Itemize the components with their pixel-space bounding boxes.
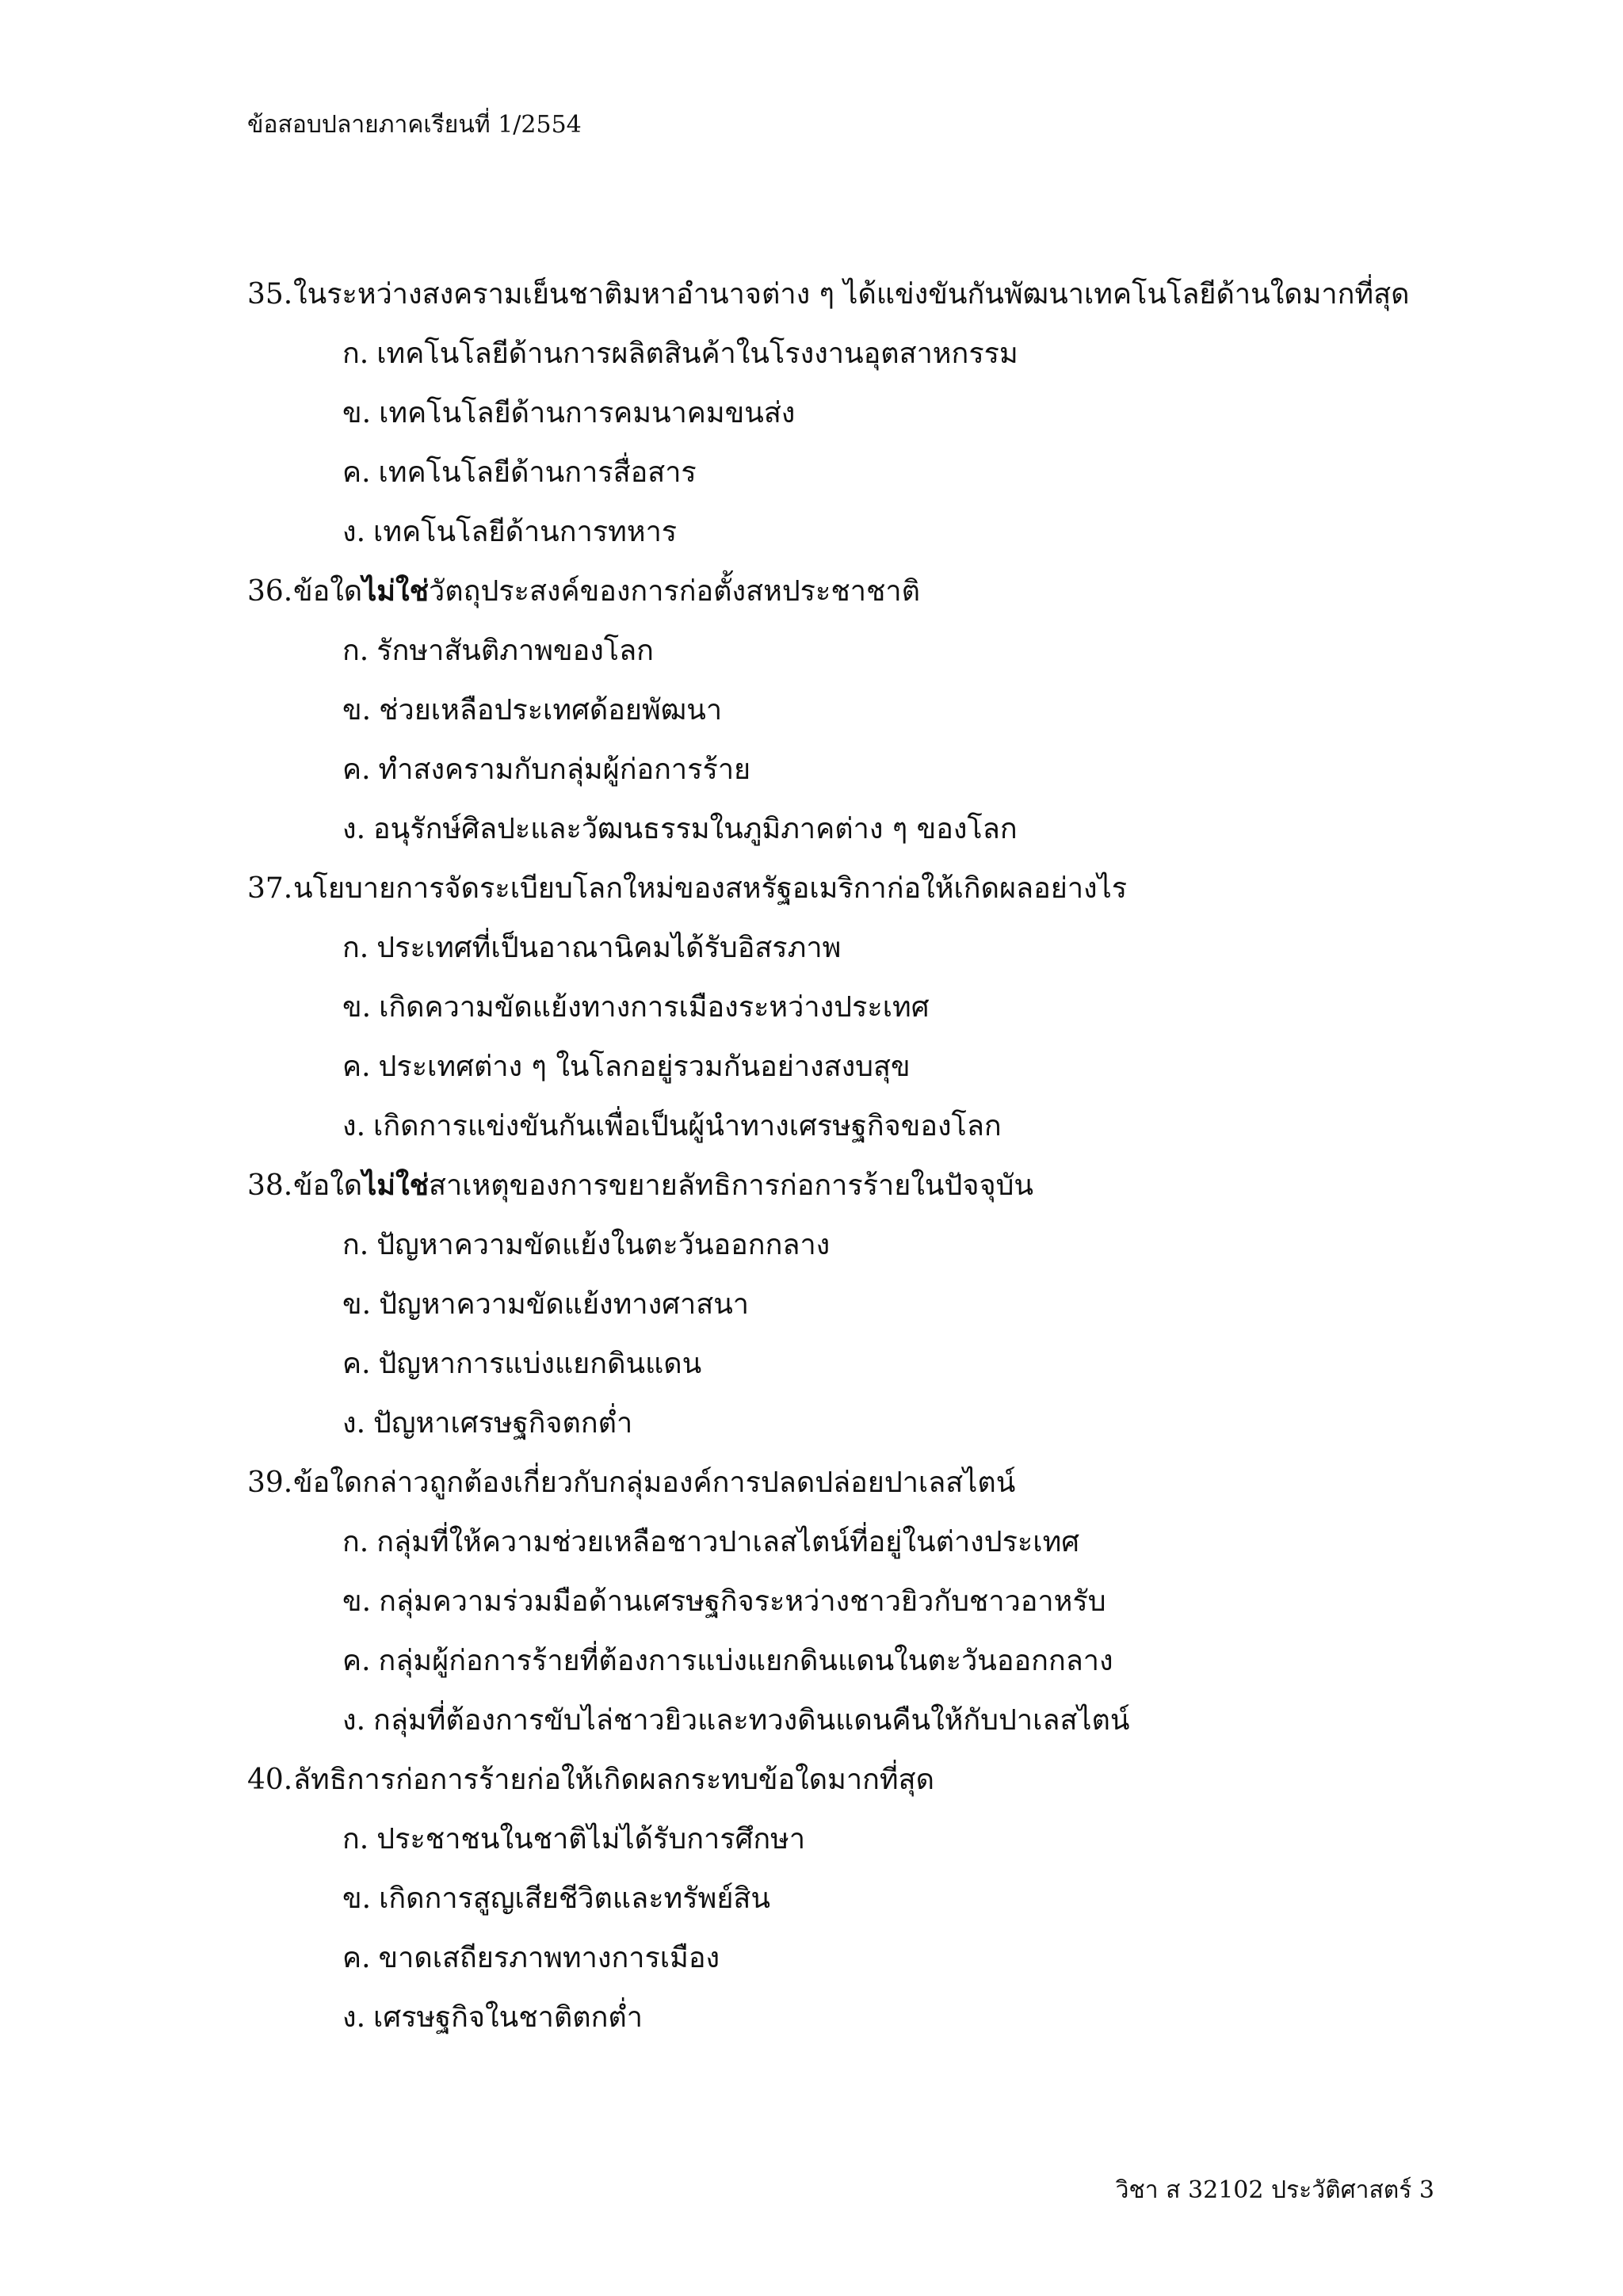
page-header: ข้อสอบปลายภาคเรียนที่ 1/2554 — [247, 111, 582, 139]
question-text-emphasis: ไม่ใช่ — [362, 1169, 430, 1202]
option-letter: ก. — [342, 1526, 369, 1558]
option-a — [247, 621, 1484, 681]
option-letter: ง. — [342, 516, 366, 548]
option-letter: ค. — [342, 1645, 371, 1677]
option-c — [247, 1334, 1484, 1394]
option-text: เกิดความขัดแย้งทางการเมืองระหว่างประเทศ — [379, 991, 930, 1024]
option-letter: ก. — [342, 1229, 369, 1261]
question-text-post: วัตถุประสงค์ของการก่อตั้งสหประชาชาติ — [429, 575, 921, 608]
option-letter: ก. — [342, 932, 369, 964]
question-number: 38. — [247, 1169, 293, 1202]
option-a — [247, 918, 1484, 978]
option-text: ปัญหาความขัดแย้งในตะวันออกกลาง — [376, 1229, 831, 1261]
option-text: เกิดการแข่งขันกันเพื่อเป็นผู้นำทางเศรษฐกิจของโลก — [373, 1110, 1002, 1142]
option-text: ปัญหาความขัดแย้งทางศาสนา — [379, 1288, 750, 1321]
page-footer: วิชา ส 32102 ประวัติศาสตร์ 3 — [1115, 2176, 1434, 2204]
option-text: ช่วยเหลือประเทศด้อยพัฒนา — [379, 694, 723, 727]
option-letter: ก. — [342, 1823, 369, 1855]
option-letter: ก. — [342, 338, 369, 370]
question-stem — [247, 265, 1484, 324]
question-stem — [247, 859, 1484, 918]
option-letter: ค. — [342, 1348, 371, 1380]
option-letter: ง. — [342, 1704, 366, 1737]
option-d — [247, 502, 1484, 562]
option-letter: ค. — [342, 753, 371, 786]
question-text: ลัทธิการก่อการร้ายก่อให้เกิดผลกระทบข้อใดมากที่สุด — [293, 1764, 934, 1796]
question-40 — [247, 1750, 1484, 2047]
option-letter: ค. — [342, 1051, 371, 1083]
option-text: เทคโนโลยีด้านการสื่อสาร — [378, 456, 697, 489]
option-text: กลุ่มผู้ก่อการร้ายที่ต้องการแบ่งแยกดินแดนในตะวันออกกลาง — [378, 1645, 1113, 1677]
option-b — [247, 1869, 1484, 1928]
option-text: ปัญหาเศรษฐกิจตกต่ำ — [373, 1407, 633, 1440]
question-35 — [247, 265, 1484, 562]
option-text: เทคโนโลยีด้านการคมนาคมขนส่ง — [379, 397, 796, 429]
question-text-pre: ข้อใด — [293, 575, 363, 608]
question-number: 35. — [247, 278, 293, 311]
option-letter: ง. — [342, 1407, 366, 1440]
question-number: 36. — [247, 575, 293, 608]
option-letter: ข. — [342, 1882, 372, 1915]
option-letter: ง. — [342, 2001, 366, 2034]
option-c — [247, 1928, 1484, 1988]
question-text-pre: ข้อใด — [293, 1169, 363, 1202]
option-b — [247, 978, 1484, 1037]
option-b — [247, 1572, 1484, 1631]
question-text: ข้อใดกล่าวถูกต้องเกี่ยวกับกลุ่มองค์การปลดปล่อยปาเลสไตน์ — [293, 1466, 1016, 1499]
option-a — [247, 1810, 1484, 1869]
option-text: ทำสงครามกับกลุ่มผู้ก่อการร้าย — [378, 753, 751, 786]
option-text: กลุ่มที่ให้ความช่วยเหลือชาวปาเลสไตน์ที่อยู่ในต่างประเทศ — [376, 1526, 1080, 1558]
question-36 — [247, 562, 1484, 859]
question-stem — [247, 1453, 1484, 1512]
option-letter: ข. — [342, 397, 372, 429]
question-stem — [247, 562, 1484, 621]
option-text: ประชาชนในชาติไม่ได้รับการศึกษา — [376, 1823, 806, 1855]
option-b — [247, 383, 1484, 443]
option-c — [247, 740, 1484, 799]
question-39 — [247, 1453, 1484, 1750]
question-text: ในระหว่างสงครามเย็นชาติมหาอำนาจต่าง ๆ ได้แข่งขันกันพัฒนาเทคโนโลยีด้านใดมากที่สุด — [293, 278, 1410, 311]
option-text: ประเทศที่เป็นอาณานิคมได้รับอิสรภาพ — [376, 932, 842, 964]
option-letter: ก. — [342, 635, 369, 667]
option-text: เทคโนโลยีด้านการผลิตสินค้าในโรงงานอุตสาหกรรม — [376, 338, 1018, 370]
option-d — [247, 799, 1484, 859]
option-letter: ง. — [342, 813, 366, 845]
option-b — [247, 681, 1484, 740]
option-c — [247, 1037, 1484, 1097]
option-text: กลุ่มที่ต้องการขับไล่ชาวยิวและทวงดินแดนคืนให้กับปาเลสไตน์ — [373, 1704, 1130, 1737]
option-a — [247, 1215, 1484, 1275]
option-letter: ค. — [342, 456, 371, 489]
question-text: นโยบายการจัดระเบียบโลกใหม่ของสหรัฐอเมริกาก่อให้เกิดผลอย่างไร — [293, 872, 1128, 905]
question-stem — [247, 1156, 1484, 1215]
option-text: รักษาสันติภาพของโลก — [376, 635, 654, 667]
question-text-emphasis: ไม่ใช่ — [362, 574, 430, 608]
option-c — [247, 1631, 1484, 1691]
question-number: 37. — [247, 872, 293, 905]
option-letter: ง. — [342, 1110, 366, 1142]
option-text: เกิดการสูญเสียชีวิตและทรัพย์สิน — [379, 1882, 771, 1915]
question-38 — [247, 1156, 1484, 1453]
option-d — [247, 1394, 1484, 1453]
option-text: ขาดเสถียรภาพทางการเมือง — [378, 1942, 720, 1974]
option-letter: ข. — [342, 991, 372, 1024]
question-text-post: สาเหตุของการขยายลัทธิการก่อการร้ายในปัจจุบัน — [429, 1169, 1034, 1202]
option-d — [247, 1691, 1484, 1750]
option-letter: ค. — [342, 1942, 371, 1974]
option-a — [247, 324, 1484, 383]
option-text: กลุ่มความร่วมมือด้านเศรษฐกิจระหว่างชาวยิวกับชาวอาหรับ — [379, 1585, 1106, 1618]
option-text: ประเทศต่าง ๆ ในโลกอยู่รวมกันอย่างสงบสุข — [378, 1051, 911, 1083]
option-b — [247, 1275, 1484, 1334]
option-letter: ข. — [342, 1585, 372, 1618]
option-d — [247, 1988, 1484, 2047]
option-text: เทคโนโลยีด้านการทหาร — [373, 516, 678, 548]
option-text: อนุรักษ์ศิลปะและวัฒนธรรมในภูมิภาคต่าง ๆ ของโลก — [373, 813, 1018, 845]
option-text: เศรษฐกิจในชาติตกต่ำ — [373, 2001, 643, 2034]
option-d — [247, 1097, 1484, 1156]
option-letter: ข. — [342, 694, 372, 727]
question-list — [247, 265, 1484, 2047]
question-stem — [247, 1750, 1484, 1810]
option-a — [247, 1512, 1484, 1572]
question-number: 40. — [247, 1764, 293, 1796]
question-37 — [247, 859, 1484, 1156]
option-c — [247, 443, 1484, 502]
question-number: 39. — [247, 1466, 293, 1499]
option-letter: ข. — [342, 1288, 372, 1321]
option-text: ปัญหาการแบ่งแยกดินแดน — [378, 1348, 702, 1380]
